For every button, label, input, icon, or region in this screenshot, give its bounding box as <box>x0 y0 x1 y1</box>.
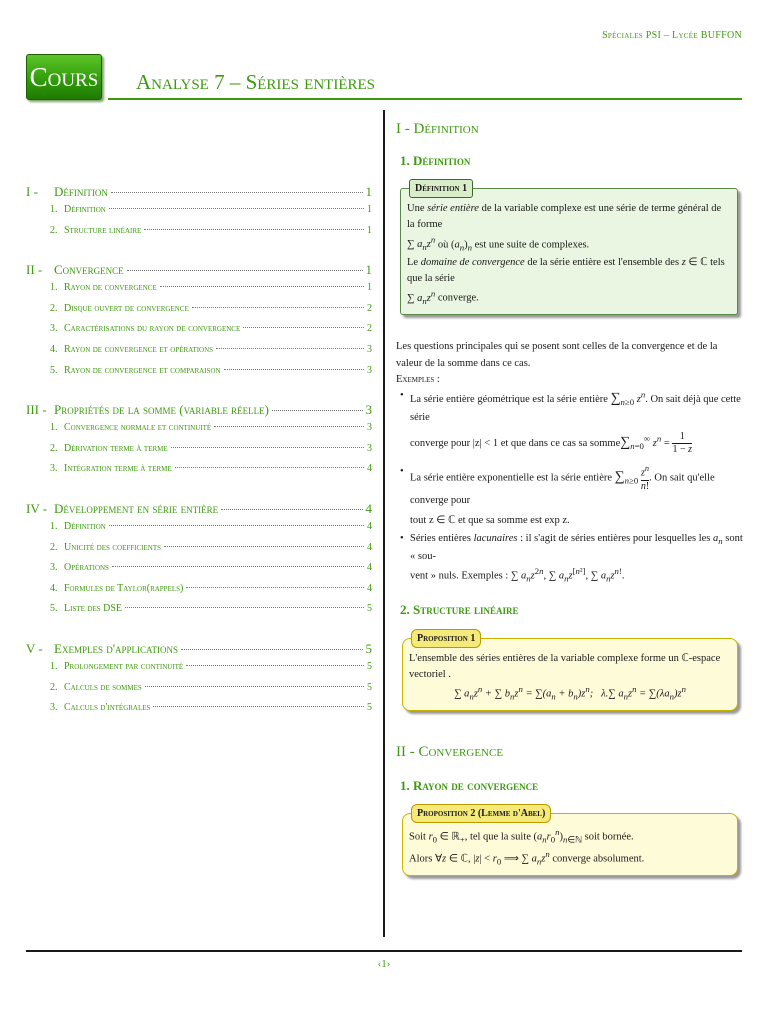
toc-subsection[interactable] <box>26 344 372 365</box>
toc-leader <box>192 307 364 308</box>
toc-subsection[interactable] <box>26 422 372 443</box>
proposition-2-text: Soit $r_0$ ∈ ℝ$_+$, tel que la suite $(a_nr_0^n)_{n\in ℕ}$ soit bornée. Alors ∀z ∈ ℂ, $|z| < r_0$ ⟹ ∑ $a_nz^n$ converge absolument. <box>409 827 645 867</box>
toc-subsection[interactable] <box>26 521 372 542</box>
title-rule <box>108 98 742 100</box>
toc-subsection-page: 2 <box>367 302 372 314</box>
toc-section-page: 4 <box>365 500 372 516</box>
toc-gap <box>26 385 372 402</box>
definition-box <box>400 183 738 315</box>
section-title-definition: I - Définition <box>396 121 479 137</box>
toc-subsection-label: Unicité des coefficients <box>64 541 162 553</box>
toc-leader <box>109 525 364 526</box>
subsection-title-radius: 1. Rayon de convergence <box>400 777 539 793</box>
toc-section[interactable] <box>26 402 372 422</box>
toc-section-label: Exemples d'applications <box>54 640 179 656</box>
toc-subsection-number: 2. <box>50 681 58 693</box>
examples-label: Exemples : <box>396 373 440 385</box>
toc-subsection-page: 3 <box>367 364 372 376</box>
toc-subsection-number: 3. <box>50 463 58 475</box>
toc-gap <box>26 624 372 641</box>
toc-subsection-number: 5. <box>50 603 58 615</box>
toc-leader <box>216 348 364 349</box>
toc-leader <box>243 327 364 328</box>
toc-subsection-label: Calculs d'intégrales <box>64 702 151 714</box>
toc-subsection-label: Rayon de convergence <box>64 282 157 294</box>
toc-subsection-page: 4 <box>367 463 372 475</box>
main-content <box>396 118 746 876</box>
column-divider <box>383 110 385 937</box>
toc-subsection-number: 4. <box>50 582 58 594</box>
toc-subsection-label: Intégration terme à terme <box>64 463 172 475</box>
toc-section-number: II - <box>26 262 43 278</box>
toc-subsection-page: 1 <box>367 224 372 236</box>
toc-subsection-number: 2. <box>50 224 58 236</box>
proposition-1-formula: ∑ $a_nz^n$ + ∑ $b_nz^n = \sum(a_n + b_n)z^n$; λ.∑ $a_nz^n = \sum(\lambda a_n)z^n$ <box>454 684 686 702</box>
toc-section-label: Propriétés de la somme (variable réelle) <box>54 402 269 418</box>
toc-subsection-label: Structure linéaire <box>64 224 142 236</box>
toc-leader <box>175 467 364 468</box>
toc-subsection-page: 4 <box>367 582 372 594</box>
toc-subsection-page: 5 <box>367 603 372 615</box>
subsection-title-definition: 1. Définition <box>400 152 471 168</box>
list-item: • La série entière exponentielle est la série entière $\sum_{n\ge 0}$ $\frac{z^n}{n!}$ . On sait qu'elle converge pour tout z ∈ ℂ et que sa somme est exp z. <box>410 464 746 529</box>
toc-leader <box>214 426 364 427</box>
page-number: ‹1› <box>377 958 391 970</box>
toc-subsection-label: Formules de Taylor(rappels) <box>64 582 184 594</box>
toc-subsection[interactable] <box>26 661 372 682</box>
toc-subsection-page: 3 <box>367 442 372 454</box>
toc-section-page: 5 <box>365 640 372 656</box>
toc-subsection-number: 5. <box>50 364 58 376</box>
toc-subsection[interactable] <box>26 204 372 225</box>
footer-rule <box>26 950 742 952</box>
section-title-convergence: II - Convergence <box>396 744 504 761</box>
toc-subsection[interactable] <box>26 583 372 604</box>
toc-subsection-label: Définition <box>64 204 106 215</box>
toc-section[interactable] <box>26 641 372 661</box>
toc-section-page: 1 <box>365 184 372 199</box>
toc-subsection-number: 1. <box>50 520 58 532</box>
toc-subsection-number: 1. <box>50 422 58 434</box>
school-header: Spéciales PSI – Lycée BUFFON <box>602 30 742 41</box>
toc-leader <box>109 208 364 209</box>
toc-section[interactable] <box>26 262 372 282</box>
toc-section-label: Développement en série entière <box>54 500 219 516</box>
toc-subsection-page: 3 <box>367 343 372 355</box>
toc-subsection-label: Convergence normale et continuité <box>64 422 212 434</box>
toc-subsection-label: Opérations <box>64 562 109 574</box>
page-title: Analyse 7 – Séries entières <box>136 70 376 94</box>
toc-leader <box>111 192 363 193</box>
toc-gap <box>26 484 372 501</box>
toc-subsection-number: 3. <box>50 562 58 574</box>
definition-tag: Définition 1 <box>409 179 473 198</box>
toc-subsection-label: Dérivation terme à terme <box>64 442 168 454</box>
sum-anzn: ∑ $a_nz^n$ <box>407 234 436 253</box>
toc-subsection-number: 2. <box>50 302 58 314</box>
toc-subsection-number: 4. <box>50 343 58 355</box>
toc-subsection[interactable] <box>26 303 372 324</box>
toc-subsection-page: 1 <box>367 282 372 294</box>
toc-subsection-number: 1. <box>50 204 58 215</box>
toc-subsection[interactable] <box>26 682 372 703</box>
toc-subsection-page: 2 <box>367 323 372 335</box>
examples-list <box>396 388 746 586</box>
toc-subsection-label: Liste des DSE <box>64 603 122 615</box>
toc-leader <box>272 410 363 411</box>
toc-section-page: 1 <box>365 262 372 278</box>
toc-subsection-page: 4 <box>367 541 372 553</box>
toc-leader <box>160 286 364 287</box>
toc-subsection-label: Rayon de convergence et comparaison <box>64 364 221 376</box>
toc-subsection-page: 3 <box>367 422 372 434</box>
toc-leader <box>221 509 362 510</box>
toc-subsection-page: 5 <box>367 660 372 672</box>
toc-section-number: III - <box>26 402 47 418</box>
toc-section-number: V - <box>26 640 43 656</box>
toc-section[interactable] <box>26 184 372 204</box>
proposition-1-text: L'ensemble des séries entières de la variable complexe forme un ℂ-espace vectoriel . <box>409 652 721 680</box>
definition-text: Une série entière de la variable complexe est une série de terme général de la forme ∑ $a_nz^n$ où $(a_n)_n$ est une suite de complexes. Le domaine de convergence de la série entière est l'ensemble des z ∈ ℂ tels que la série ∑ $a_nz^n$ converge. <box>407 203 725 306</box>
toc-leader <box>164 546 364 547</box>
toc-subsection[interactable] <box>26 603 372 624</box>
toc-subsection[interactable] <box>26 225 372 246</box>
toc-subsection-label: Rayon de convergence et opérations <box>64 343 214 355</box>
toc-subsection[interactable] <box>26 443 372 464</box>
toc-leader <box>186 665 364 666</box>
toc-subsection-label: Calculs de sommes <box>64 681 142 693</box>
proposition-2-tag: Proposition 2 (Lemme d'Abel) <box>411 804 551 823</box>
toc-leader <box>171 447 364 448</box>
toc-section-label: Définition <box>54 184 108 199</box>
toc-leader <box>186 587 364 588</box>
toc-subsection[interactable] <box>26 323 372 344</box>
toc-section[interactable] <box>26 501 372 521</box>
intro-paragraph: Les questions principales qui se posent sont celles de la convergence et de la valeur de la somme dans ce cas. <box>396 341 718 369</box>
proposition-1-box <box>402 632 738 712</box>
list-item: • La série entière géométrique est la série entière $\sum_{n\ge 0}$ $z^n$. On sait déjà que cette série converge pour |z| < 1 et que dans ce cas sa $somme\sum_{n=0}^\infty$ $z^n$ = $\frac{1}{1 - z}$ <box>410 388 746 456</box>
toc-subsection[interactable] <box>26 365 372 386</box>
toc-subsection-label: Disque ouvert de convergence <box>64 302 189 314</box>
toc-leader <box>181 649 362 650</box>
toc-leader <box>112 566 364 567</box>
toc-leader <box>144 229 364 230</box>
toc-subsection-label: Caractérisations du rayon de convergence <box>64 323 241 335</box>
subsection-title-linear-structure: 2. Structure linéaire <box>400 602 519 618</box>
toc-leader <box>125 607 364 608</box>
proposition-1-tag: Proposition 1 <box>411 629 481 648</box>
toc-subsection-page: 5 <box>367 681 372 693</box>
toc-leader <box>153 706 364 707</box>
toc-subsection[interactable] <box>26 542 372 563</box>
toc-subsection-number: 3. <box>50 323 58 335</box>
toc-subsection-number: 3. <box>50 702 58 714</box>
toc-subsection-page: 1 <box>367 204 372 215</box>
toc-subsection-number: 1. <box>50 660 58 672</box>
toc-subsection-label: Définition <box>64 520 106 532</box>
toc-section-number: I - <box>26 184 38 199</box>
toc-subsection-page: 4 <box>367 562 372 574</box>
toc-subsection-page: 5 <box>367 702 372 714</box>
toc-subsection-label: Prolongement par continuité <box>64 660 184 672</box>
toc-subsection[interactable] <box>26 282 372 303</box>
toc-leader <box>224 369 364 370</box>
list-item: • Séries entières lacunaires : il s'agit de séries entières pour lesquelles les $a_n$ sont « sou- vent » nuls. Exemples : ∑ $a_nz^{2n}$, ∑ $a_nz[n^2]$, ∑ $a_nz^{n!}$. <box>410 531 746 586</box>
toc-section-page: 3 <box>365 402 372 418</box>
toc-subsection-number: 1. <box>50 282 58 294</box>
toc-gap <box>26 245 372 262</box>
toc-subsection[interactable] <box>26 463 372 484</box>
toc-subsection-page: 4 <box>367 520 372 532</box>
proposition-2-box <box>402 808 738 875</box>
cours-badge: Cours <box>26 54 102 100</box>
toc-subsection[interactable] <box>26 562 372 583</box>
table-of-contents <box>26 184 372 723</box>
toc-subsection-number: 2. <box>50 442 58 454</box>
toc-leader <box>145 686 364 687</box>
toc-subsection[interactable] <box>26 702 372 723</box>
toc-leader <box>127 270 363 271</box>
toc-subsection-number: 2. <box>50 541 58 553</box>
toc-section-label: Convergence <box>54 262 124 278</box>
toc-section-number: IV - <box>26 500 48 516</box>
